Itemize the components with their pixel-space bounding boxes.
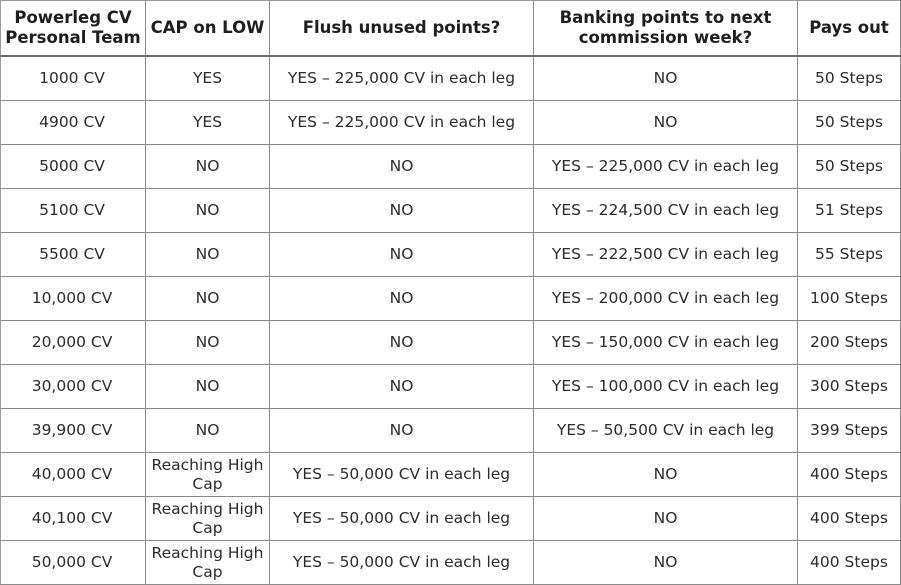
table-body <box>1 56 901 585</box>
cell-flush-unused-points: YES – 50,000 CV in each leg <box>270 541 534 585</box>
cell-powerleg-cv: 40,000 CV <box>1 453 146 497</box>
cell-powerleg-cv: 1000 CV <box>1 56 146 101</box>
cell-flush-unused-points: YES – 50,000 CV in each leg <box>270 497 534 541</box>
cell-cap-on-low: Reaching High Cap <box>146 541 270 585</box>
cell-cap-on-low: YES <box>146 101 270 145</box>
cell-banking-points: YES – 50,500 CV in each leg <box>534 409 798 453</box>
table-row <box>1 321 901 365</box>
cell-flush-unused-points: NO <box>270 189 534 233</box>
cell-banking-points: YES – 224,500 CV in each leg <box>534 189 798 233</box>
table-row <box>1 365 901 409</box>
cell-pays-out: 399 Steps <box>798 409 901 453</box>
table-row <box>1 145 901 189</box>
cell-banking-points: NO <box>534 453 798 497</box>
table-row <box>1 277 901 321</box>
cell-banking-points: NO <box>534 56 798 101</box>
cell-cap-on-low: Reaching High Cap <box>146 497 270 541</box>
cell-powerleg-cv: 30,000 CV <box>1 365 146 409</box>
cell-pays-out: 200 Steps <box>798 321 901 365</box>
cell-pays-out: 400 Steps <box>798 497 901 541</box>
cell-cap-on-low: NO <box>146 365 270 409</box>
cell-pays-out: 400 Steps <box>798 453 901 497</box>
cell-powerleg-cv: 5000 CV <box>1 145 146 189</box>
cell-flush-unused-points: NO <box>270 321 534 365</box>
table-row <box>1 233 901 277</box>
cell-powerleg-cv: 10,000 CV <box>1 277 146 321</box>
table-row <box>1 497 901 541</box>
cell-banking-points: YES – 222,500 CV in each leg <box>534 233 798 277</box>
header-pays-out: Pays out <box>798 1 901 57</box>
cell-pays-out: 55 Steps <box>798 233 901 277</box>
cell-powerleg-cv: 39,900 CV <box>1 409 146 453</box>
cell-banking-points: NO <box>534 541 798 585</box>
cell-cap-on-low: NO <box>146 409 270 453</box>
cell-cap-on-low: YES <box>146 56 270 101</box>
cell-cap-on-low: NO <box>146 321 270 365</box>
cell-powerleg-cv: 40,100 CV <box>1 497 146 541</box>
cell-banking-points: NO <box>534 497 798 541</box>
cell-cap-on-low: NO <box>146 277 270 321</box>
cell-flush-unused-points: NO <box>270 365 534 409</box>
cell-pays-out: 51 Steps <box>798 189 901 233</box>
cell-flush-unused-points: NO <box>270 145 534 189</box>
table-row <box>1 56 901 101</box>
cell-banking-points: YES – 200,000 CV in each leg <box>534 277 798 321</box>
cell-flush-unused-points: YES – 225,000 CV in each leg <box>270 56 534 101</box>
cell-pays-out: 100 Steps <box>798 277 901 321</box>
cell-banking-points: YES – 100,000 CV in each leg <box>534 365 798 409</box>
cell-flush-unused-points: NO <box>270 409 534 453</box>
table-header <box>1 1 901 57</box>
cell-flush-unused-points: NO <box>270 233 534 277</box>
cell-pays-out: 50 Steps <box>798 101 901 145</box>
header-banking-points: Banking points to next commission week? <box>534 1 798 57</box>
table-row <box>1 453 901 497</box>
header-row <box>1 1 901 57</box>
header-flush-unused-points: Flush unused points? <box>270 1 534 57</box>
table-row <box>1 189 901 233</box>
cell-banking-points: YES – 150,000 CV in each leg <box>534 321 798 365</box>
cell-pays-out: 50 Steps <box>798 145 901 189</box>
cell-powerleg-cv: 50,000 CV <box>1 541 146 585</box>
cell-pays-out: 50 Steps <box>798 56 901 101</box>
cell-pays-out: 400 Steps <box>798 541 901 585</box>
cell-flush-unused-points: YES – 225,000 CV in each leg <box>270 101 534 145</box>
header-powerleg-cv: Powerleg CV Personal Team <box>1 1 146 57</box>
cell-powerleg-cv: 20,000 CV <box>1 321 146 365</box>
table-row <box>1 409 901 453</box>
cell-cap-on-low: NO <box>146 189 270 233</box>
cell-pays-out: 300 Steps <box>798 365 901 409</box>
header-cap-on-low: CAP on LOW <box>146 1 270 57</box>
table-row <box>1 101 901 145</box>
cell-cap-on-low: NO <box>146 233 270 277</box>
cell-powerleg-cv: 4900 CV <box>1 101 146 145</box>
cell-cap-on-low: Reaching High Cap <box>146 453 270 497</box>
table-row <box>1 541 901 585</box>
cell-banking-points: NO <box>534 101 798 145</box>
cell-flush-unused-points: YES – 50,000 CV in each leg <box>270 453 534 497</box>
cell-cap-on-low: NO <box>146 145 270 189</box>
cell-flush-unused-points: NO <box>270 277 534 321</box>
cell-powerleg-cv: 5100 CV <box>1 189 146 233</box>
cell-banking-points: YES – 225,000 CV in each leg <box>534 145 798 189</box>
cell-powerleg-cv: 5500 CV <box>1 233 146 277</box>
